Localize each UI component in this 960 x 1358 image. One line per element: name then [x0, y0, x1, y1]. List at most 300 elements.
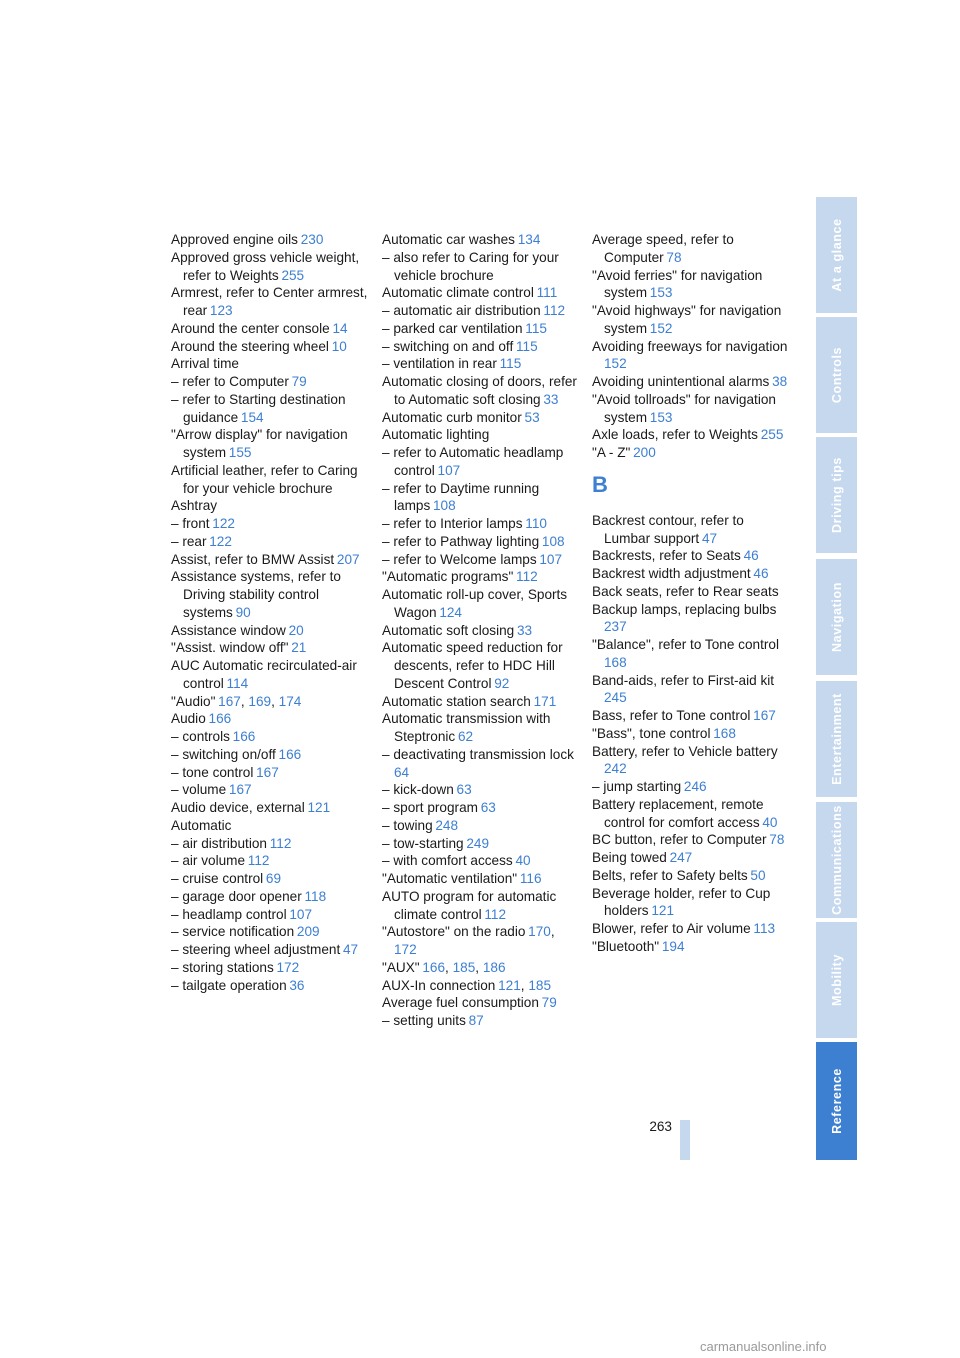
index-entry	[382, 302, 580, 320]
page-reference-link[interactable]: 118	[304, 888, 327, 904]
page-reference-link[interactable]: 121	[307, 800, 331, 815]
index-column-2	[382, 231, 580, 1030]
index-entry-text: Ashtray	[171, 498, 218, 514]
index-entry-text: "Balance", refer to Tone control	[592, 637, 779, 652]
page-reference-link[interactable]: 107	[289, 906, 313, 922]
tab-mobility[interactable]	[816, 922, 857, 1038]
index-entry	[592, 849, 792, 867]
index-entry	[171, 338, 371, 356]
index-entry-text: Artificial leather, refer to Caring for your vehicle brochure	[171, 462, 358, 496]
index-entry	[592, 796, 792, 832]
index-entry-text: Automatic lighting	[382, 427, 490, 443]
index-entry-text: Around the center console	[171, 320, 330, 336]
page-reference-link[interactable]: 33	[543, 391, 559, 407]
tab-label: At a glance	[829, 218, 844, 292]
page-reference-link[interactable]: 112	[269, 835, 292, 851]
index-entry-text: "Bluetooth"	[592, 938, 660, 954]
index-entry-text: "Bass", tone control	[592, 725, 711, 741]
index-entry-text: – garage door opener	[171, 888, 302, 904]
index-entry-text: – air volume	[171, 853, 246, 869]
index-entry-text: "Autostore" on the radio	[382, 924, 526, 940]
page-reference-link[interactable]: 63	[480, 800, 496, 815]
index-entry	[171, 462, 371, 498]
index-entry	[382, 870, 580, 888]
page-reference-link[interactable]: 242	[604, 761, 627, 777]
index-entry	[382, 231, 580, 249]
page-reference-link[interactable]: 92	[494, 675, 510, 691]
tab-label: Communications	[829, 805, 844, 915]
page-reference-link[interactable]: 38	[772, 374, 788, 389]
index-entry-text: Avoiding unintentional alarms	[592, 374, 770, 389]
page-reference-link[interactable]: 245	[604, 690, 627, 706]
index-entry-text: Belts, refer to Safety belts	[592, 867, 748, 883]
index-entry	[171, 799, 371, 817]
index-entry-text: "AUX"	[382, 959, 420, 975]
index-entry	[382, 249, 580, 285]
index-entry	[382, 586, 580, 622]
index-entry	[592, 565, 792, 583]
index-entry	[592, 707, 792, 725]
index-entry	[382, 994, 580, 1012]
index-entry	[592, 672, 792, 708]
index-entry	[592, 583, 792, 601]
page-reference-link[interactable]: 78	[769, 832, 785, 848]
page-reference-link[interactable]: 166	[232, 729, 256, 744]
page-reference-link[interactable]: 107	[539, 551, 563, 567]
index-entry-text: – air distribution	[171, 835, 267, 851]
index-entry	[171, 391, 371, 427]
index-entry	[171, 817, 371, 835]
index-entry	[382, 409, 580, 427]
index-entry	[382, 426, 580, 444]
index-entry	[171, 746, 371, 764]
index-entry	[171, 870, 371, 888]
index-entry	[382, 888, 580, 924]
index-entry	[592, 938, 792, 956]
page-reference-link[interactable]: 237	[604, 619, 627, 635]
page-reference-link[interactable]: 46	[753, 566, 769, 581]
page-reference-link[interactable]: 134	[517, 232, 541, 247]
page-reference-link[interactable]: 116	[519, 871, 542, 886]
page-reference-link[interactable]: 108	[541, 533, 565, 549]
index-entry-text: Around the steering wheel	[171, 338, 329, 354]
index-entry-text: – front	[171, 516, 210, 531]
page-reference-link[interactable]: 112	[543, 303, 566, 318]
index-entry-text: Audio device, external	[171, 800, 305, 815]
index-entry-text: Average speed, refer to Computer	[592, 232, 734, 265]
index-entry: "Audio" 167, 169, 174	[171, 693, 302, 709]
index-entry-text: – refer to Automatic headlamp control	[382, 445, 564, 478]
page-reference-link[interactable]: 167	[256, 764, 279, 780]
index-entry	[382, 1012, 580, 1030]
index-entry	[171, 497, 371, 515]
index-column-1	[171, 231, 371, 994]
page-reference-link[interactable]: 155	[228, 445, 252, 460]
index-entry-text: – switching on and off	[382, 338, 514, 354]
page-reference-link[interactable]: 47	[343, 942, 359, 957]
page-reference-link[interactable]: 167	[753, 708, 776, 723]
index-entry-text: AUTO program for automatic climate control	[382, 888, 557, 922]
tab-communications[interactable]	[816, 802, 857, 918]
page-reference-link[interactable]: 123	[209, 303, 233, 318]
index-entry-text: – tow-starting	[382, 835, 464, 851]
index-entry-text: Automatic soft closing	[382, 622, 515, 638]
page-reference-link[interactable]: 200	[633, 445, 656, 460]
index-entry-text: "Avoid ferries" for navigation system	[592, 267, 763, 301]
index-entry-text: – refer to Pathway lighting	[382, 533, 540, 549]
index-entry	[592, 338, 792, 374]
index-entry-text: – refer to Starting destination guidance	[171, 391, 346, 425]
index-entry-text: Average fuel consumption	[382, 995, 539, 1011]
page-reference-link[interactable]: 248	[435, 817, 459, 833]
index-entry	[382, 444, 580, 480]
tab-label: Driving tips	[829, 457, 844, 533]
index-entry	[171, 426, 371, 462]
index-entry	[171, 923, 371, 941]
index-entry	[592, 831, 792, 849]
tab-reference[interactable]	[816, 1042, 857, 1160]
index-entry-text: Automatic climate control	[382, 285, 534, 301]
index-entry-text: – cruise control	[171, 871, 264, 886]
page-reference-link[interactable]: 115	[525, 320, 547, 336]
page-reference-link[interactable]: 121	[651, 903, 675, 919]
index-entry-text: – service notification	[171, 924, 295, 940]
index-entry	[171, 355, 371, 373]
index-entry	[382, 480, 580, 516]
page-reference-link[interactable]: 115	[499, 356, 522, 372]
index-entry-text: – automatic air distribution	[382, 303, 541, 318]
page-reference-link[interactable]: 14	[332, 320, 348, 336]
page-reference-link[interactable]: 170	[528, 924, 551, 940]
tab-navigation[interactable]	[816, 559, 857, 675]
index-entry-text: "Audio"	[171, 693, 216, 709]
page-reference-link[interactable]: 230	[300, 232, 324, 247]
index-entry	[382, 284, 580, 302]
index-entry-text: – deactivating transmission lock	[382, 746, 574, 762]
index-entry-text: Band-aids, refer to First-aid kit	[592, 672, 775, 688]
index-entry-text: Automatic station search	[382, 693, 531, 709]
index-entry-text: Automatic car washes	[382, 232, 515, 247]
index-entry	[592, 601, 792, 637]
index-entry-text: Bass, refer to Tone control	[592, 708, 751, 723]
index-entry-text: – kick-down	[382, 782, 454, 798]
index-entry: "AUX" 166, 185, 186	[382, 959, 506, 975]
index-entry	[382, 639, 580, 692]
index-entry	[592, 920, 792, 938]
index-entry-text: Automatic closing of doors, refer to Automatic soft closing	[382, 374, 577, 407]
index-entry	[382, 817, 580, 835]
index-entry-text: – setting units	[382, 1013, 466, 1028]
index-entry-text: – controls	[171, 729, 230, 744]
index-entry-text: Axle loads, refer to Weights	[592, 427, 758, 443]
index-column-3	[592, 231, 792, 956]
page-reference-link[interactable]: 40	[762, 814, 778, 830]
index-entry: "Autostore" on the radio 170, 172	[382, 924, 555, 957]
page-reference-link[interactable]: 124	[439, 604, 462, 620]
index-entry	[171, 657, 371, 693]
page-reference-link[interactable]: 20	[288, 622, 304, 638]
tab-label: Entertainment	[829, 693, 844, 785]
page-reference-link[interactable]: 209	[296, 924, 320, 940]
index-entry-text: – refer to Daytime running lamps	[382, 480, 540, 514]
page-reference-link[interactable]: 46	[743, 548, 759, 564]
index-entry	[171, 373, 371, 391]
page-reference-link[interactable]: 194	[661, 938, 685, 954]
page-reference-link[interactable]: 114	[226, 675, 249, 691]
page-reference-link[interactable]: 152	[604, 356, 627, 372]
index-entry	[382, 835, 580, 853]
index-entry	[592, 302, 792, 338]
page-reference-link[interactable]: 62	[457, 729, 474, 744]
page-reference-link[interactable]: 79	[291, 374, 307, 389]
page-reference-link[interactable]: 21	[291, 640, 307, 656]
index-entry-text: "Assist. window off"	[171, 640, 289, 656]
page-reference-link[interactable]: 168	[713, 725, 736, 741]
page-reference-link[interactable]: 247	[669, 850, 693, 865]
index-entry	[171, 231, 371, 249]
tab-label: Reference	[829, 1068, 844, 1134]
index-entry	[592, 778, 792, 796]
index-entry-text: AUX-In connection	[382, 977, 496, 993]
tab-label: Mobility	[829, 953, 844, 1007]
page-reference-link[interactable]: 10	[331, 338, 347, 354]
index-entry	[171, 533, 371, 551]
index-entry-text: BC button, refer to Computer	[592, 832, 767, 848]
tab-driving-tips[interactable]	[816, 437, 857, 553]
page-reference-link[interactable]: 33	[516, 622, 533, 638]
index-entry	[382, 515, 580, 533]
index-entry-text: – steering wheel adjustment	[171, 942, 341, 957]
index-entry	[171, 728, 371, 746]
tab-entertainment[interactable]	[816, 681, 857, 797]
index-entry	[592, 885, 792, 921]
index-entry	[171, 568, 371, 621]
index-entry-text: – parked car ventilation	[382, 320, 523, 336]
page-reference-link[interactable]: 186	[482, 959, 506, 975]
index-entry	[382, 746, 580, 782]
page-reference-link[interactable]: 169	[248, 693, 272, 709]
page-reference-link[interactable]: 153	[649, 285, 673, 301]
page-reference-link[interactable]: 63	[456, 782, 472, 798]
index-entry	[171, 284, 371, 320]
page-reference-link[interactable]: 50	[750, 867, 766, 883]
index-entry	[592, 426, 792, 444]
index-entry-text: – refer to Interior lamps	[382, 516, 523, 531]
page-reference-link[interactable]: 168	[604, 654, 627, 670]
index-entry-text: Approved gross vehicle weight, refer to Weights	[171, 249, 360, 283]
index-entry	[382, 373, 580, 409]
index-entry-text: Beverage holder, refer to Cup holders	[592, 885, 771, 919]
index-entry-text: Automatic curb monitor	[382, 409, 522, 425]
page-reference-link[interactable]: 153	[649, 409, 673, 425]
page-reference-link[interactable]: 167	[228, 782, 252, 798]
page-reference-link[interactable]: 36	[289, 977, 305, 993]
index-entry	[382, 852, 580, 870]
index-entry	[171, 639, 371, 657]
page-reference-link[interactable]: 79	[541, 995, 557, 1011]
index-entry	[592, 743, 792, 779]
index-entry	[592, 444, 792, 462]
page-reference-link[interactable]: 115	[515, 338, 538, 354]
index-entry-text: Automatic	[171, 817, 232, 833]
index-entry	[592, 373, 792, 391]
page-reference-link[interactable]: 185	[452, 959, 476, 975]
index-entry	[171, 710, 371, 728]
index-entry-text: – refer to Welcome lamps	[382, 551, 537, 567]
index-entry	[171, 781, 371, 799]
watermark: carmanualsonline.info	[700, 1339, 827, 1354]
page-reference-link[interactable]: 40	[515, 853, 531, 869]
index-entry-text: – tailgate operation	[171, 977, 287, 993]
index-entry	[592, 512, 792, 548]
page-reference-link[interactable]: 90	[235, 604, 251, 620]
index-entry	[382, 781, 580, 799]
index-entry-text: Blower, refer to Air volume	[592, 921, 751, 936]
page-reference-link[interactable]: 152	[649, 320, 673, 336]
page-number-bar	[680, 1120, 690, 1160]
index-entry	[171, 515, 371, 533]
index-entry-text: Automatic speed reduction for descents, refer to HDC Hill Descent Control	[382, 640, 563, 691]
page-reference-link[interactable]: 112	[484, 906, 507, 922]
index-entry	[171, 835, 371, 853]
page-number: 263	[649, 1119, 672, 1134]
index-entry	[382, 355, 580, 373]
index-entry-text: – jump starting	[592, 779, 682, 794]
section-tabs	[816, 197, 857, 1160]
page-reference-link[interactable]: 207	[336, 551, 360, 567]
index-entry	[382, 710, 580, 746]
index-entry	[382, 320, 580, 338]
index-entry-text: – ventilation in rear	[382, 356, 497, 372]
page-reference-link[interactable]: 122	[212, 516, 235, 531]
index-entry-text: – storing stations	[171, 959, 274, 975]
index-entry-text: Battery replacement, remote control for comfort access	[592, 796, 764, 830]
page-reference-link[interactable]: 255	[281, 267, 305, 283]
index-entry-text: – towing	[382, 817, 433, 833]
index-entry-text: Backrest contour, refer to Lumbar support	[592, 512, 744, 546]
page-reference-link[interactable]: 174	[278, 693, 302, 709]
index-entry	[382, 551, 580, 569]
index-entry	[171, 852, 371, 870]
index-entry-text: Armrest, refer to Center armrest, rear	[171, 285, 368, 318]
page-reference-link[interactable]: 246	[683, 779, 707, 794]
index-entry-text: – headlamp control	[171, 906, 287, 922]
page-reference-link[interactable]: 47	[701, 530, 718, 546]
index-entry-text: Automatic transmission with Steptronic	[382, 711, 551, 744]
page-reference-link[interactable]: 87	[468, 1013, 484, 1028]
page-reference-link[interactable]: 172	[276, 959, 300, 975]
page-reference-link[interactable]: 111	[536, 285, 558, 301]
page-reference-link[interactable]: 69	[265, 871, 282, 886]
page-reference-link[interactable]: 166	[422, 959, 446, 975]
index-entry-text: Assist, refer to BMW Assist	[171, 551, 335, 567]
index-entry	[382, 799, 580, 817]
page-reference-link[interactable]: 113	[753, 921, 776, 936]
page-reference-link[interactable]: 185	[528, 977, 552, 993]
page-reference-link[interactable]: 166	[208, 711, 232, 727]
page-reference-link[interactable]: 112	[516, 569, 538, 585]
index-entry-text: Backrest width adjustment	[592, 566, 751, 581]
index-entry-text: Audio	[171, 711, 206, 727]
page-reference-link[interactable]: 53	[524, 409, 540, 425]
index-entry-text: Approved engine oils	[171, 232, 298, 247]
index-entry-text: – rear	[171, 533, 207, 549]
index-entry-text: – with comfort access	[382, 853, 513, 869]
index-entry-text: Backrests, refer to Seats	[592, 548, 741, 564]
page-reference-link[interactable]: 122	[209, 533, 232, 549]
index-letter-heading: B	[592, 471, 608, 497]
page-reference-link[interactable]: 166	[278, 746, 302, 762]
index-entry	[171, 622, 371, 640]
index-entry	[592, 636, 792, 672]
page-reference-link[interactable]: 112	[247, 853, 270, 869]
page-reference-link[interactable]: 167	[218, 693, 241, 709]
index-entry-text: – refer to Computer	[171, 374, 289, 389]
index-entry	[592, 391, 792, 427]
page-reference-link[interactable]: 108	[433, 498, 456, 514]
page-reference-link[interactable]: 249	[466, 835, 490, 851]
index-entry	[382, 568, 580, 586]
index-entry	[382, 533, 580, 551]
index-entry-text: – volume	[171, 782, 227, 798]
index-entry-text: "Avoid highways" for navigation system	[592, 303, 782, 336]
index-entry	[171, 320, 371, 338]
index-entry-text: Arrival time	[171, 356, 239, 372]
index-entry	[171, 888, 371, 906]
index-entry-text: "Automatic ventilation"	[382, 871, 518, 886]
page-reference-link[interactable]: 154	[240, 409, 264, 425]
index-entry	[171, 551, 371, 569]
page-reference-link[interactable]: 110	[525, 516, 547, 531]
tab-controls[interactable]	[816, 317, 857, 433]
page-reference-link[interactable]: 172	[394, 942, 417, 957]
page-reference-link[interactable]: 255	[760, 427, 784, 443]
index-entry-text: Automatic roll-up cover, Sports Wagon	[382, 587, 568, 620]
index-entry-text: – sport program	[382, 800, 478, 815]
page-reference-link[interactable]: 107	[437, 462, 461, 478]
index-entry-text: Backup lamps, replacing bulbs	[592, 601, 777, 617]
index-entry	[382, 693, 580, 711]
index-entry-text: "Avoid tollroads" for navigation system	[592, 391, 776, 425]
index-entry-text: – switching on/off	[171, 746, 276, 762]
index-entry-text: AUC Automatic recirculated-air control	[171, 658, 357, 691]
index-entry	[592, 725, 792, 743]
index-entry	[171, 977, 371, 995]
index-entry-text: Battery, refer to Vehicle battery	[592, 743, 778, 759]
page-reference-link[interactable]: 171	[533, 693, 557, 709]
index-entry	[171, 764, 371, 782]
tab-at-a-glance[interactable]	[816, 197, 857, 313]
index-entry-text: "Automatic programs"	[382, 569, 514, 585]
index-entry	[382, 338, 580, 356]
page-reference-link[interactable]: 121	[498, 977, 521, 993]
tab-label: Controls	[829, 346, 844, 404]
index-entry-text: "A - Z"	[592, 445, 631, 460]
index-entry	[171, 959, 371, 977]
index-entry-text: Back seats, refer to Rear seats	[592, 583, 779, 599]
index-entry-text: Avoiding freeways for navigation	[592, 338, 788, 354]
page-reference-link[interactable]: 78	[666, 249, 682, 265]
index-entry	[592, 547, 792, 565]
tab-label: Navigation	[829, 582, 844, 652]
index-entry	[592, 231, 792, 267]
index-entry	[171, 941, 371, 959]
index-entry	[171, 906, 371, 924]
index-entry-text: – tone control	[171, 764, 254, 780]
page-reference-link[interactable]: 64	[394, 764, 410, 780]
index-entry-text: Being towed	[592, 850, 667, 865]
index-entry-text: Assistance window	[171, 622, 286, 638]
